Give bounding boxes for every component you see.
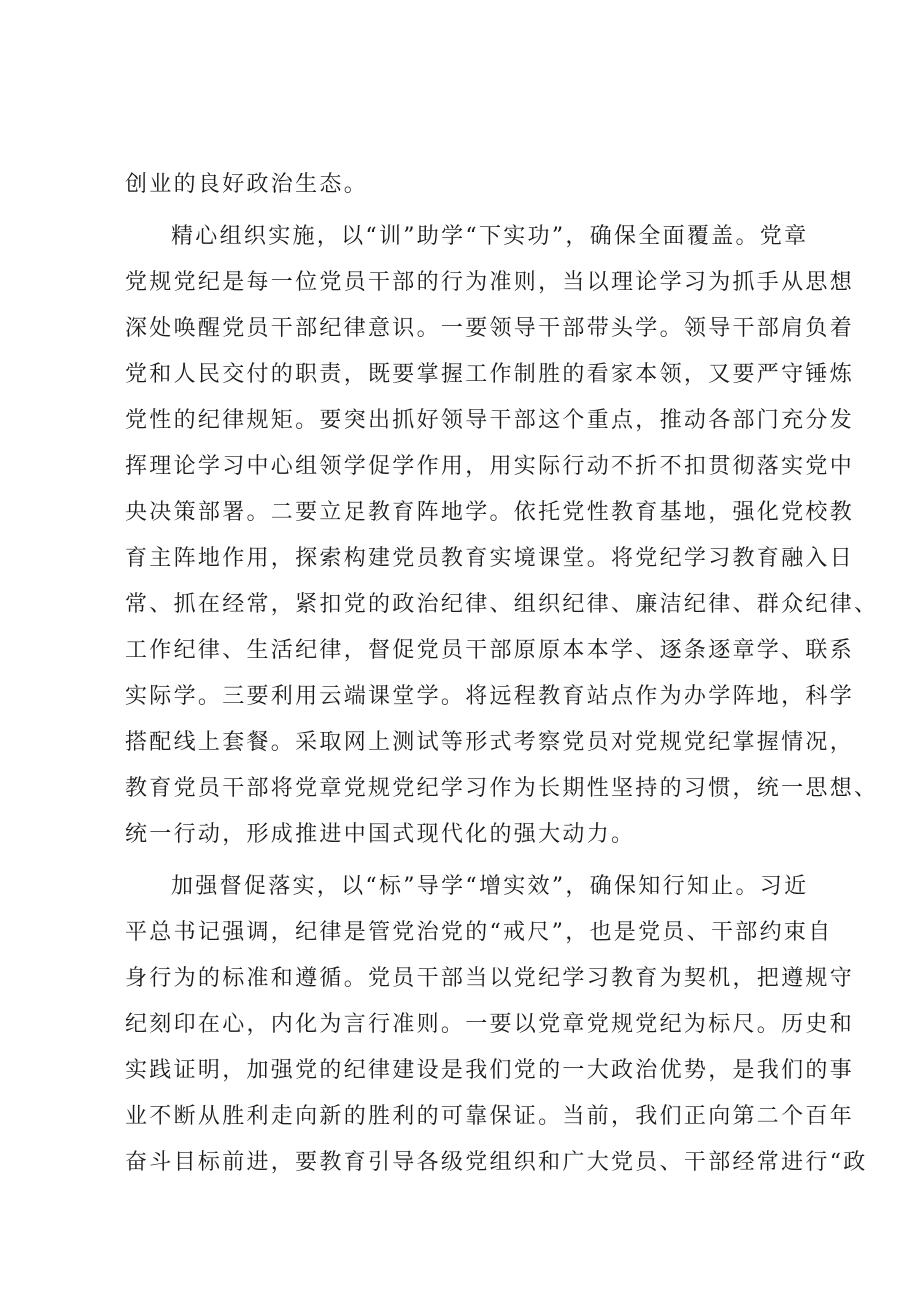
text-line: 常、抓在经常，紧扣党的政治纪律、组织纪律、廉洁纪律、群众纪律、 bbox=[125, 592, 879, 617]
text-line: 党性的纪律规矩。要突出抓好领导干部这个重点，推动各部门充分发 bbox=[125, 408, 855, 433]
text-line: 育主阵地作用，探索构建党员教育实境课堂。将党纪学习教育融入日 bbox=[125, 546, 855, 571]
text-line: 业不断从胜利走向新的胜利的可靠保证。当前，我们正向第二个百年 bbox=[125, 1104, 855, 1129]
text-line: 搭配线上套餐。采取网上测试等形式考察党员对党规党纪掌握情况， bbox=[125, 730, 855, 755]
text-line: 党和人民交付的职责，既要掌握工作制胜的看家本领，又要严守锤炼 bbox=[125, 362, 855, 387]
text-line: 平总书记强调，纪律是管党治党的“戒尺”，也是党员、干部约束自 bbox=[125, 920, 833, 945]
text-line: 实际学。三要利用云端课堂学。将远程教育站点作为办学阵地，科学 bbox=[125, 684, 855, 709]
text-line: 创业的良好政治生态。 bbox=[125, 172, 369, 197]
text-line: 深处唤醒党员干部纪律意识。一要领导干部带头学。领导干部肩负着 bbox=[125, 316, 855, 341]
text-line: 统一行动，形成推进中国式现代化的强大动力。 bbox=[125, 822, 636, 847]
text-line: 党规党纪是每一位党员干部的行为准则，当以理论学习为抓手从思想 bbox=[125, 270, 855, 295]
text-line: 身行为的标准和遵循。党员干部当以党纪学习教育为契机，把遵规守 bbox=[125, 966, 855, 991]
paragraph-start-line: 加强督促落实，以“标”导学“增实效”，确保知行知止。习近 bbox=[171, 874, 809, 899]
text-line: 纪刻印在心，内化为言行准则。一要以党章党规党纪为标尺。历史和 bbox=[125, 1012, 855, 1037]
text-line: 教育党员干部将党章党规党纪学习作为长期性坚持的习惯，统一思想、 bbox=[125, 776, 879, 801]
body-text bbox=[125, 162, 879, 1186]
text-line: 实践证明，加强党的纪律建设是我们党的一大政治优势，是我们的事 bbox=[125, 1058, 855, 1083]
text-line: 工作纪律、生活纪律，督促党员干部原原本本学、逐条逐章学、联系 bbox=[125, 638, 855, 663]
text-line: 挥理论学习中心组领学促学作用，用实际行动不折不扣贯彻落实党中 bbox=[125, 454, 855, 479]
text-line: 央决策部署。二要立足教育阵地学。依托党性教育基地，强化党校教 bbox=[125, 500, 855, 525]
text-line: 奋斗目标前进，要教育引导各级党组织和广大党员、干部经常进行“政 bbox=[125, 1150, 868, 1175]
paragraph-start-line: 精心组织实施，以“训”助学“下实功”，确保全面覆盖。党章 bbox=[171, 224, 809, 249]
